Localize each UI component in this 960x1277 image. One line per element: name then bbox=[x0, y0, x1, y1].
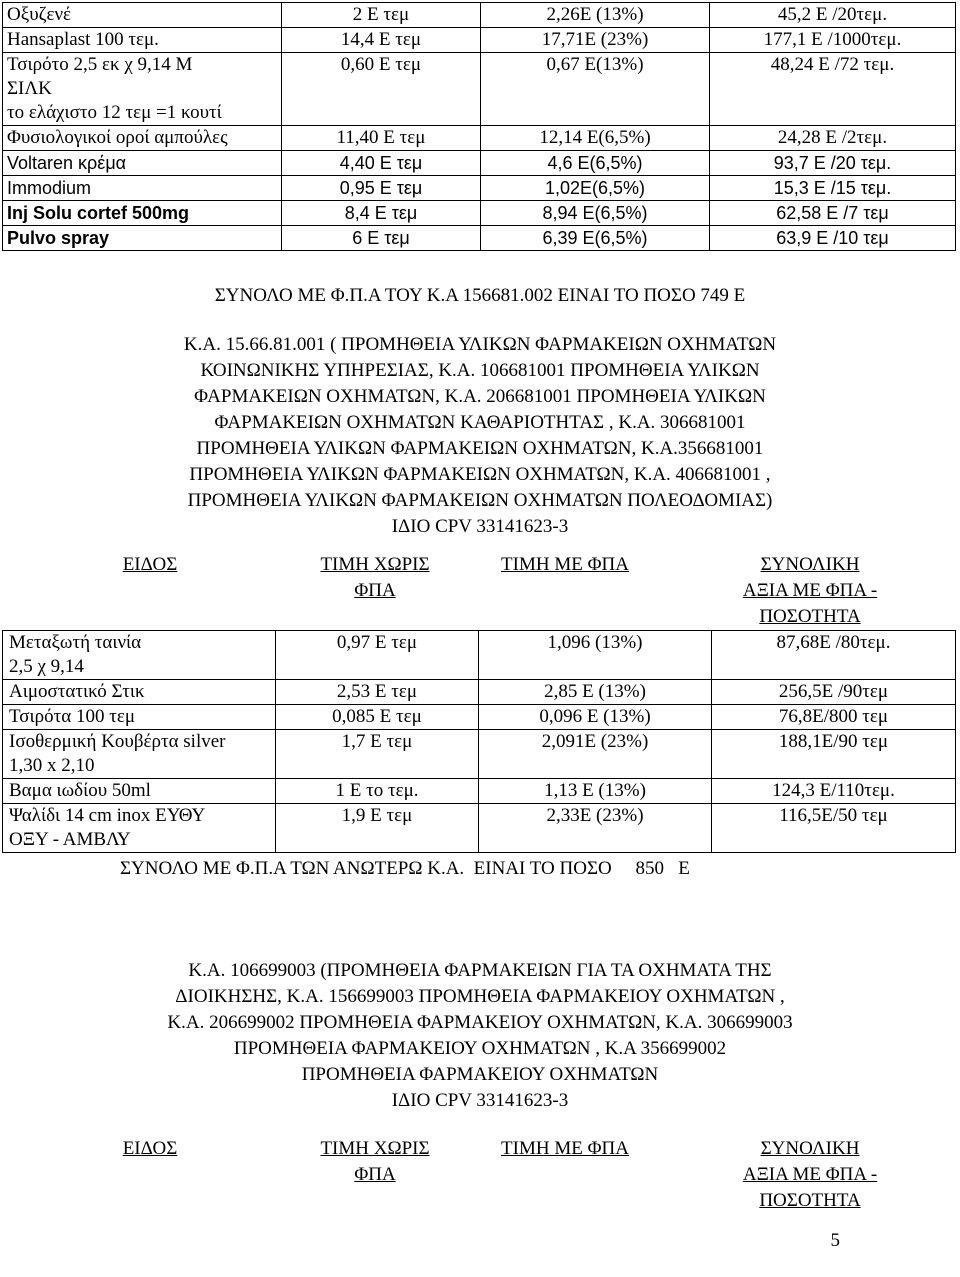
item-vat-price: 2,33Ε (23%) bbox=[479, 804, 712, 853]
item-price: 0,97 Ε τεμ bbox=[276, 631, 479, 680]
item-price: 2 Ε τεμ bbox=[282, 3, 481, 28]
item-vat-price: 2,26Ε (13%) bbox=[481, 3, 710, 28]
table-row bbox=[3, 53, 956, 126]
paragraph-line: ΠΡΟΜΗΘΕΙΑ ΦΑΡΜΑΚΕΙΟΥ ΟΧΗΜΑΤΩΝ , Κ.Α 356699002 bbox=[233, 1038, 727, 1059]
item-total: 116,5Ε/50 τεμ bbox=[712, 804, 956, 853]
header-item: ΕΙΔΟΣ bbox=[122, 554, 178, 575]
paragraph-line: Κ.Α. 206699002 ΠΡΟΜΗΘΕΙΑ ΦΑΡΜΑΚΕΙΟΥ ΟΧΗΜΑΤΩΝ, Κ.Α. 306699003 bbox=[167, 1012, 793, 1033]
item-price: 1 Ε το τεμ. bbox=[276, 779, 479, 804]
item-vat-price: 12,14 Ε(6,5%) bbox=[481, 126, 710, 151]
total-line-2: ΣΥΝΟΛΟ ΜΕ Φ.Π.Α ΤΩΝ ΑΝΩΤΕΡΩ Κ.Α. ΕΙΝΑΙ ΤΟ ΠΟΣΟ 850 Ε bbox=[120, 858, 690, 879]
item-name: Βαμα ιωδίου 50ml bbox=[3, 779, 276, 804]
item-total: 76,8Ε/800 τεμ bbox=[712, 705, 956, 730]
paragraph-line: ΙΔΙΟ CPV 33141623-3 bbox=[391, 516, 569, 537]
price-table-2 bbox=[2, 630, 956, 853]
total-line-1: ΣΥΝΟΛΟ ΜΕ Φ.Π.Α ΤΟΥ Κ.Α 156681.002 ΕΙΝΑΙ ΤΟ ΠΟΣΟ 749 Ε bbox=[214, 285, 746, 306]
header-total bbox=[700, 552, 920, 630]
paragraph-line: ΚΟΙΝΩΝΙΚΗΣ ΥΠΗΡΕΣΙΑΣ, Κ.Α. 106681001 ΠΡΟΜΗΘΕΙΑ ΥΛΙΚΩΝ bbox=[200, 360, 760, 381]
item-vat-price: 6,39 Ε(6,5%) bbox=[481, 226, 710, 251]
item-total: 93,7 Ε /20 τεμ. bbox=[710, 151, 956, 176]
item-price: 2,53 Ε τεμ bbox=[276, 680, 479, 705]
header-line: ΣΥΝΟΛΙΚΗ bbox=[760, 1138, 860, 1159]
item-total: 256,5Ε /90τεμ bbox=[712, 680, 956, 705]
item-total: 62,58 Ε /7 τεμ bbox=[710, 201, 956, 226]
header-price-vat: ΤΙΜΗ ΜΕ ΦΠΑ bbox=[501, 1138, 629, 1159]
item-vat-price: 1,096 (13%) bbox=[479, 631, 712, 680]
page-number: 5 bbox=[830, 1230, 840, 1251]
header-line: ΑΞΙΑ ΜΕ ΦΠΑ - bbox=[742, 580, 878, 601]
item-name: Ισοθερμική Κουβέρτα silver 1,30 x 2,10 bbox=[3, 730, 276, 779]
paragraph-line: ΠΡΟΜΗΘΕΙΑ ΥΛΙΚΩΝ ΦΑΡΜΑΚΕΙΩΝ ΟΧΗΜΑΤΩΝ, Κ.Α.356681001 bbox=[196, 438, 764, 459]
paragraph-line: ΙΔΙΟ CPV 33141623-3 bbox=[391, 1090, 569, 1111]
item-total: 24,28 Ε /2τεμ. bbox=[710, 126, 956, 151]
table-row bbox=[3, 226, 956, 251]
item-vat-price: 1,13 Ε (13%) bbox=[479, 779, 712, 804]
item-total: 124,3 Ε/110τεμ. bbox=[712, 779, 956, 804]
item-price: 8,4 Ε τεμ bbox=[282, 201, 481, 226]
item-total: 48,24 Ε /72 τεμ. bbox=[710, 53, 956, 126]
item-name: Hansaplast 100 τεμ. bbox=[3, 28, 282, 53]
item-vat-price: 2,091Ε (23%) bbox=[479, 730, 712, 779]
table-row bbox=[3, 680, 956, 705]
table-row bbox=[3, 705, 956, 730]
header-line: ΠΟΣΟΤΗΤΑ bbox=[759, 606, 861, 627]
header-item: ΕΙΔΟΣ bbox=[122, 1138, 178, 1159]
table-row bbox=[3, 201, 956, 226]
item-total: 177,1 Ε /1000τεμ. bbox=[710, 28, 956, 53]
table-row bbox=[3, 151, 956, 176]
price-table-1 bbox=[2, 2, 956, 251]
paragraph-line: ΠΡΟΜΗΘΕΙΑ ΥΛΙΚΩΝ ΦΑΡΜΑΚΕΙΩΝ ΟΧΗΜΑΤΩΝ, Κ.Α. 406681001 , bbox=[189, 464, 771, 485]
header-line: ΑΞΙΑ ΜΕ ΦΠΑ - bbox=[742, 1164, 878, 1185]
table-row bbox=[3, 779, 956, 804]
item-vat-price: 8,94 Ε(6,5%) bbox=[481, 201, 710, 226]
paragraph-line: Κ.Α. 106699003 (ΠΡΟΜΗΘΕΙΑ ΦΑΡΜΑΚΕΙΩΝ ΓΙΑ ΤΑ ΟΧΗΜΑΤΑ ΤΗΣ bbox=[188, 960, 772, 981]
item-name: Μεταξωτή ταινία 2,5 χ 9,14 bbox=[3, 631, 276, 680]
item-price: 0,60 Ε τεμ bbox=[282, 53, 481, 126]
item-name: Immodium bbox=[3, 176, 282, 201]
item-name: Pulvo spray bbox=[3, 226, 282, 251]
item-total: 87,68Ε /80τεμ. bbox=[712, 631, 956, 680]
account-codes-paragraph-2 bbox=[0, 958, 960, 1114]
table-row bbox=[3, 3, 956, 28]
item-price: 6 Ε τεμ bbox=[282, 226, 481, 251]
paragraph-line: ΔΙΟΙΚΗΣΗΣ, Κ.Α. 156699003 ΠΡΟΜΗΘΕΙΑ ΦΑΡΜΑΚΕΙΟΥ ΟΧΗΜΑΤΩΝ , bbox=[175, 986, 785, 1007]
item-vat-price: 2,85 Ε (13%) bbox=[479, 680, 712, 705]
item-price: 11,40 Ε τεμ bbox=[282, 126, 481, 151]
item-price: 1,9 Ε τεμ bbox=[276, 804, 479, 853]
header-price-no-vat bbox=[290, 1136, 460, 1188]
table-row bbox=[3, 126, 956, 151]
paragraph-line: ΠΡΟΜΗΘΕΙΑ ΦΑΡΜΑΚΕΙΟΥ ΟΧΗΜΑΤΩΝ bbox=[301, 1064, 659, 1085]
item-vat-price: 1,02Ε(6,5%) bbox=[481, 176, 710, 201]
item-price: 0,95 Ε τεμ bbox=[282, 176, 481, 201]
paragraph-line: ΦΑΡΜΑΚΕΙΩΝ ΟΧΗΜΑΤΩΝ, Κ.Α. 206681001 ΠΡΟΜΗΘΕΙΑ ΥΛΙΚΩΝ bbox=[194, 386, 766, 407]
header-line: ΠΟΣΟΤΗΤΑ bbox=[759, 1190, 861, 1211]
table-row bbox=[3, 176, 956, 201]
item-name: Τσιρότα 100 τεμ bbox=[3, 705, 276, 730]
header-line: ΦΠΑ bbox=[354, 1164, 396, 1185]
item-vat-price: 0,67 Ε(13%) bbox=[481, 53, 710, 126]
header-total bbox=[700, 1136, 920, 1214]
paragraph-line: Κ.Α. 15.66.81.001 ( ΠΡΟΜΗΘΕΙΑ ΥΛΙΚΩΝ ΦΑΡΜΑΚΕΙΩΝ ΟΧΗΜΑΤΩΝ bbox=[183, 334, 777, 355]
item-vat-price: 4,6 Ε(6,5%) bbox=[481, 151, 710, 176]
item-name: Φυσιολογικοί οροί αμπούλες bbox=[3, 126, 282, 151]
table-row bbox=[3, 631, 956, 680]
table-row bbox=[3, 28, 956, 53]
item-price: 14,4 Ε τεμ bbox=[282, 28, 481, 53]
item-vat-price: 0,096 Ε (13%) bbox=[479, 705, 712, 730]
item-vat-price: 17,71Ε (23%) bbox=[481, 28, 710, 53]
header-price-no-vat bbox=[290, 552, 460, 604]
header-line: ΤΙΜΗ ΧΩΡΙΣ bbox=[320, 1138, 430, 1159]
paragraph-line: ΠΡΟΜΗΘΕΙΑ ΥΛΙΚΩΝ ΦΑΡΜΑΚΕΙΩΝ ΟΧΗΜΑΤΩΝ ΠΟΛΕΟΔΟΜΙΑΣ) bbox=[187, 490, 773, 511]
item-name: Ψαλίδι 14 cm inox ΕΥΘΥ ΟΞΥ - ΑΜΒΛΥ bbox=[3, 804, 276, 853]
item-total: 45,2 Ε /20τεμ. bbox=[710, 3, 956, 28]
item-total: 188,1Ε/90 τεμ bbox=[712, 730, 956, 779]
item-price: 1,7 Ε τεμ bbox=[276, 730, 479, 779]
item-name: Voltaren κρέμα bbox=[3, 151, 282, 176]
table-row bbox=[3, 804, 956, 853]
table-row bbox=[3, 730, 956, 779]
item-total: 15,3 Ε /15 τεμ. bbox=[710, 176, 956, 201]
header-price-vat: ΤΙΜΗ ΜΕ ΦΠΑ bbox=[501, 554, 629, 575]
item-name: Inj Solu cortef 500mg bbox=[3, 201, 282, 226]
paragraph-line: ΦΑΡΜΑΚΕΙΩΝ ΟΧΗΜΑΤΩΝ ΚΑΘΑΡΙΟΤΗΤΑΣ , Κ.Α. 306681001 bbox=[214, 412, 746, 433]
header-line: ΣΥΝΟΛΙΚΗ bbox=[760, 554, 860, 575]
account-codes-paragraph-1 bbox=[0, 332, 960, 540]
item-total: 63,9 Ε /10 τεμ bbox=[710, 226, 956, 251]
item-price: 0,085 Ε τεμ bbox=[276, 705, 479, 730]
item-name: Οξυζενέ bbox=[3, 3, 282, 28]
item-price: 4,40 Ε τεμ bbox=[282, 151, 481, 176]
header-line: ΤΙΜΗ ΧΩΡΙΣ bbox=[320, 554, 430, 575]
item-name: Αιμοστατικό Στικ bbox=[3, 680, 276, 705]
header-line: ΦΠΑ bbox=[354, 580, 396, 601]
item-name: Τσιρότο 2,5 εκ χ 9,14 Μ ΣΙΛΚ το ελάχιστο 12 τεμ =1 κουτί bbox=[3, 53, 282, 126]
